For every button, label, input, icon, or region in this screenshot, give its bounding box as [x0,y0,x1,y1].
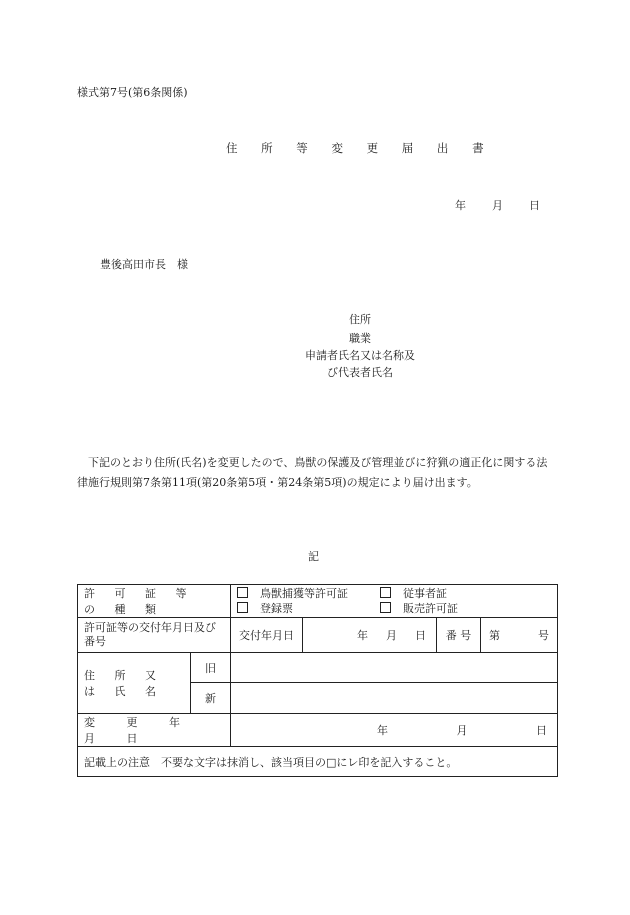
date-year: 年 [455,199,466,212]
number-field[interactable]: 第 号 [481,618,558,653]
date-month: 月 [492,199,503,212]
option-registration-card[interactable]: 登録票 [237,602,380,616]
license-type-label: 許 可 証 等 の 種 類 [78,585,231,618]
old-label: 旧 [191,653,231,683]
body-text: 下記のとおり住所(氏名)を変更したので、鳥獣の保護及び管理並びに狩猟の適正化に関する法律施行規則第7条第11項(第20条第5項・第24条第5項)の規定により届け出ます。 [77,456,548,489]
change-date-field[interactable]: 年 月 日 [231,714,558,747]
form-number: 様式第7号(第6条関係) [77,86,188,99]
change-date-label: 変 更 年 月 日 [78,714,231,747]
option-sales-permit[interactable]: 販売許可証 [380,602,551,616]
old-address-field[interactable] [231,653,558,683]
issue-date-field[interactable]: 年 月 日 [303,618,437,653]
license-type-options [231,585,558,618]
issue-date-label: 交付年月日 [231,618,303,653]
entry-note: 記載上の注意 不要な文字は抹消し、該当項目の□にレ印を記入すること。 [78,747,558,777]
applicant-name-label-cont: び代表者氏名 [327,366,393,379]
change-details-table [77,584,558,777]
option-worker-card[interactable]: 従事者証 [380,587,551,601]
checkbox-icon[interactable] [380,602,391,613]
date-day: 日 [529,199,540,212]
option-capture-permit[interactable]: 鳥獣捕獲等許可証 [237,587,380,601]
address-name-label: 住 所 又 は 氏 名 [78,653,191,714]
applicant-occupation-label: 職業 [349,332,371,345]
checkbox-icon[interactable] [237,587,248,598]
applicant-address-label: 住所 [349,313,371,326]
checkbox-icon[interactable] [237,602,248,613]
new-address-field[interactable] [231,683,558,714]
issue-info-label: 許可証等の交付年月日及び番号 [78,618,231,653]
checkbox-icon[interactable] [380,587,391,598]
submission-date [455,197,540,213]
applicant-name-label: 申請者氏名又は名称及 [305,349,415,362]
number-label: 番 号 [437,618,481,653]
new-label: 新 [191,683,231,714]
recipient: 豊後高田市長 様 [100,258,188,271]
ki-heading: 記 [308,550,319,563]
document-title: 住 所 等 変 更 届 出 書 [226,141,494,155]
